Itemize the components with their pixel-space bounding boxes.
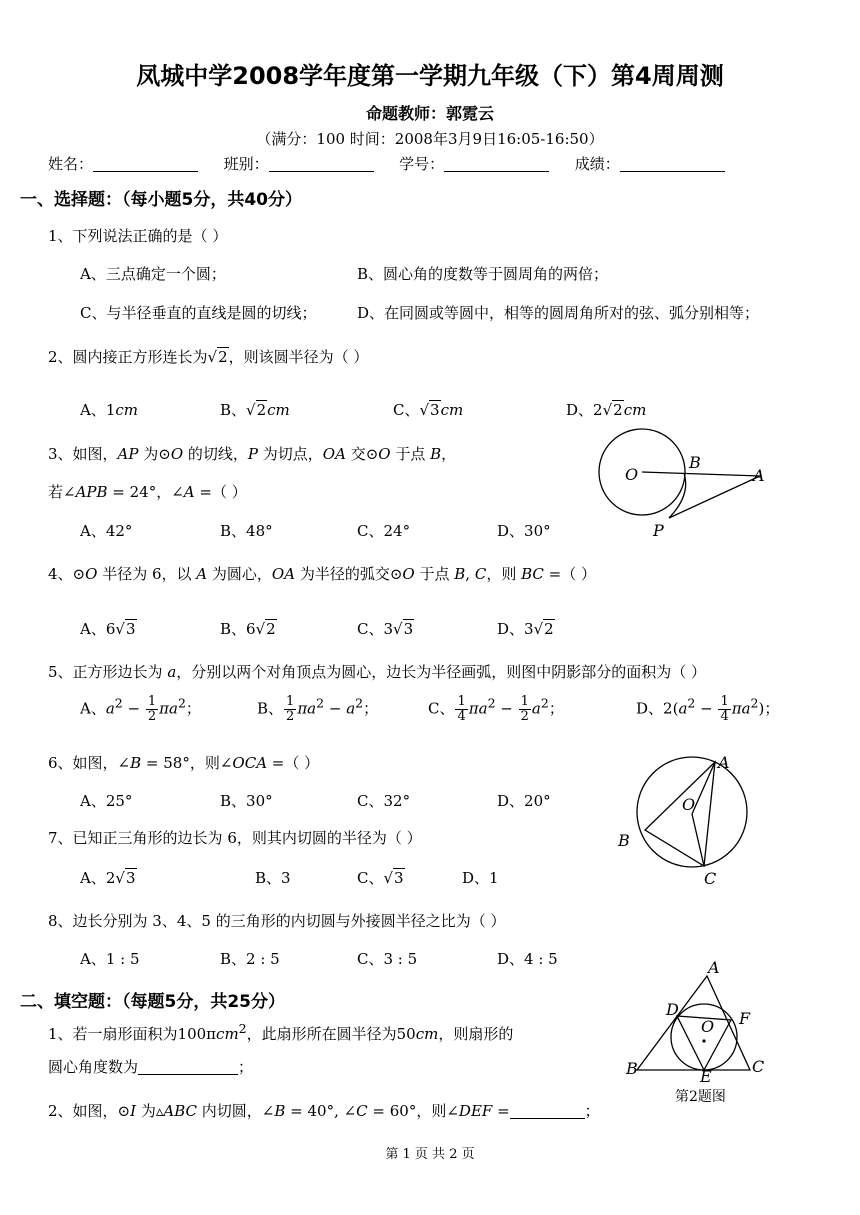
q2-option-b: B、√2cm: [220, 401, 290, 419]
q8-option-a: A、1 : 5: [80, 950, 140, 968]
q6-option-d: D、20°: [497, 792, 551, 810]
f2-label-e: E: [700, 1067, 712, 1086]
id-label: 学号：: [399, 155, 445, 173]
q1-stem: 1、下列说法正确的是（ ）: [48, 227, 228, 245]
q3-option-c: C、24°: [357, 522, 411, 540]
section-fill-heading: 二、填空题：（每题5分，共25分）: [20, 992, 285, 1012]
q5-option-c: C、 $\frac{1}{4}$ $\pi a^2$ − $\frac{1}{2}$ $a^2$；: [428, 694, 564, 724]
f2-label-d: D: [666, 1000, 679, 1019]
name-blank: [93, 155, 198, 172]
q4-option-c: C、3√3: [357, 620, 414, 638]
q6-option-b: B、30°: [220, 792, 273, 810]
q8-option-c: C、3 : 5: [357, 950, 418, 968]
q6-option-c: C、32°: [357, 792, 411, 810]
f2-caption: 第2题图: [675, 1089, 726, 1105]
q4-option-a: A、6√3: [80, 620, 136, 638]
q1-option-d: D、在同圆或等圆中，相等的圆周角所对的弦、弧分别相等；: [357, 304, 760, 322]
teacher-line: 命题教师：郭霓云: [365, 104, 494, 123]
q2-option-c: C、√3cm: [393, 401, 464, 419]
exam-info: （满分：100 时间：2008年3月9日16:05-16:50）: [256, 130, 604, 148]
q3-option-b: B、48°: [220, 522, 273, 540]
q5-option-a: A、$a^2$ − $\frac{1}{2}$ $\pi a^2$；: [80, 694, 201, 724]
q7-option-c: C、√3: [357, 869, 404, 887]
page-footer: 第 1 页 共 2 页: [385, 1147, 475, 1162]
q6-label-a: A: [718, 753, 730, 772]
q3-stem-line2: 若∠APB = 24°，∠A =（ ）: [48, 483, 247, 501]
q6-figure: [612, 752, 762, 892]
q2-option-a: A、1cm: [80, 401, 139, 419]
q2-stem: 2、圆内接正方形连长为√2，则该圆半径为（ ）: [48, 348, 369, 366]
score-blank: [620, 155, 725, 172]
q1-option-a: A、三点确定一个圆；: [80, 265, 226, 283]
q4-option-b: B、6√2: [220, 620, 276, 638]
f2-label-o: O: [701, 1017, 715, 1036]
class-blank: [269, 155, 374, 172]
f1-answer-blank: [138, 1058, 238, 1075]
q7-option-d: D、1: [462, 869, 499, 887]
q4-stem: 4、⊙O 半径为 6，以 A 为圆心，OA 为半径的弧交⊙O 于点 B, C，则 BC =（ ）: [48, 565, 596, 583]
q1-option-c: C、与半径垂直的直线是圆的切线；: [80, 304, 317, 322]
q8-stem: 8、边长分别为 3、4、5 的三角形的内切圆与外接圆半径之比为（ ）: [48, 912, 506, 930]
q5-option-d: D、$2(a^2$ − $\frac{1}{4}$ $\pi a^2$)；: [636, 694, 780, 724]
q3-label-a: A: [753, 466, 765, 485]
f2-label-b: B: [626, 1059, 638, 1078]
q7-option-b: B、3: [255, 869, 291, 887]
q6-option-a: A、25°: [80, 792, 133, 810]
f2-figure: [622, 958, 770, 1108]
score-label: 成绩：: [574, 155, 620, 173]
q2-option-d: D、2√2cm: [566, 401, 647, 419]
f1-stem-line2: 圆心角度数为 ；: [48, 1058, 254, 1076]
q3-label-o: O: [625, 465, 639, 484]
id-blank: [444, 155, 549, 172]
q3-figure: [595, 420, 775, 545]
q3-stem-line1: 3、如图，AP 为⊙O 的切线，P 为切点，OA 交⊙O 于点 B，: [48, 445, 457, 463]
name-label: 姓名：: [48, 155, 94, 173]
q6-label-c: C: [704, 869, 717, 888]
q5-option-b: B、 $\frac{1}{2}$ $\pi a^2 - a^2$；: [257, 694, 379, 724]
f1-stem-line1: 1、若一扇形面积为100πcm$^2$，此扇形所在圆半径为50cm，则扇形的: [48, 1021, 514, 1043]
class-label: 班别：: [223, 155, 269, 173]
section-choice-heading: 一、选择题：（每小题5分，共40分）: [20, 190, 302, 210]
f2-stem: 2、如图，⊙I 为▵ABC 内切圆，∠B = 40°, ∠C = 60°，则∠DEF = ；: [48, 1102, 600, 1120]
q3-label-b: B: [689, 453, 701, 472]
q5-stem: 5、正方形边长为 a，分别以两个对角顶点为圆心，边长为半径画弧，则图中阴影部分的面积为（ ）: [48, 663, 707, 681]
f2-label-f: F: [739, 1009, 751, 1028]
q8-option-d: D、4 : 5: [497, 950, 558, 968]
page-title: 凤城中学2008学年度第一学期九年级（下）第4周周测: [136, 62, 724, 90]
q3-option-d: D、30°: [497, 522, 551, 540]
q6-label-b: B: [618, 831, 630, 850]
q6-label-o: O: [682, 795, 696, 814]
q1-option-b: B、圆心角的度数等于圆周角的两倍；: [357, 265, 609, 283]
q4-option-d: D、3√2: [497, 620, 554, 638]
q7-option-a: A、2√3: [80, 869, 136, 887]
q3-label-p: P: [653, 521, 664, 540]
q6-stem: 6、如图，∠B = 58°，则∠OCA =（ ）: [48, 754, 320, 772]
f2-label-a: A: [708, 958, 720, 977]
q8-option-b: B、2 : 5: [220, 950, 280, 968]
f2-answer-blank: [510, 1102, 585, 1119]
f2-label-c: C: [752, 1057, 765, 1076]
q7-stem: 7、已知正三角形的边长为 6，则其内切圆的半径为（ ）: [48, 829, 422, 847]
student-fields: [48, 153, 725, 174]
q3-option-a: A、42°: [80, 522, 133, 540]
